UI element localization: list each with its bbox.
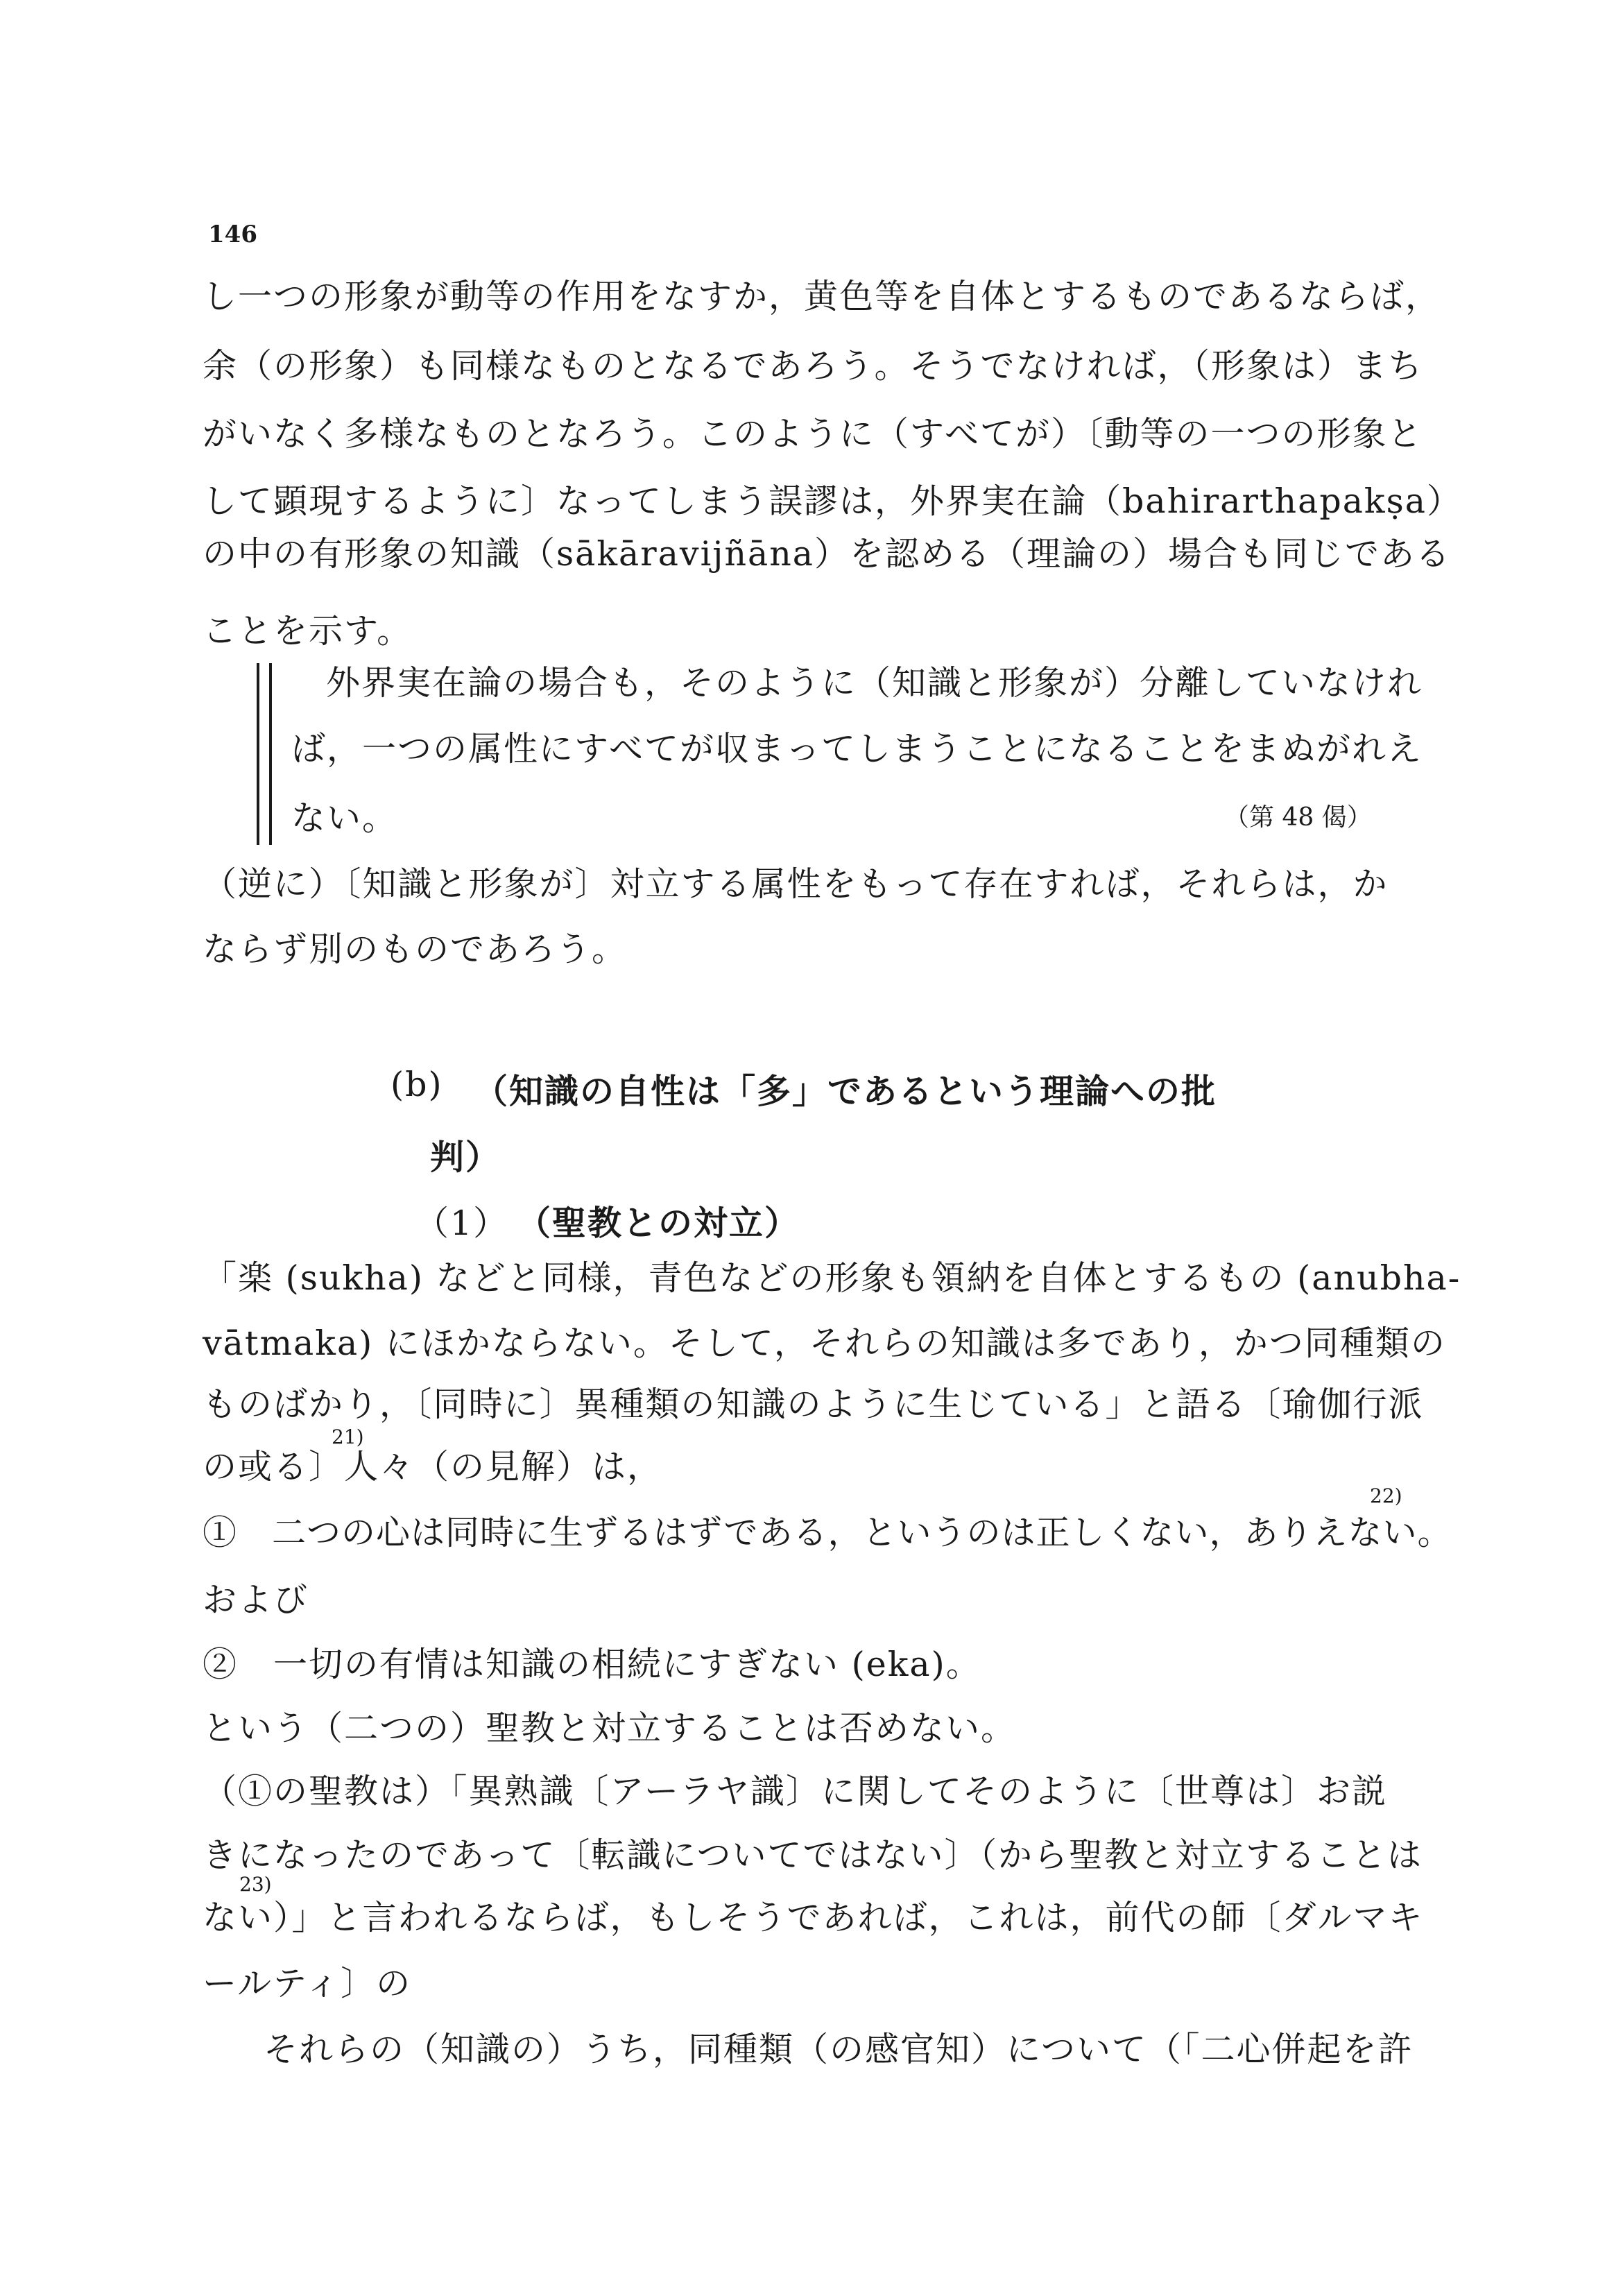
footnote-ref-21: 21) (332, 1425, 364, 1448)
heading-b-title-cont: 判） (430, 1138, 501, 1177)
footnote-ref-22: 22) (1370, 1484, 1402, 1507)
body-line: きになったのであって〔転識についてではない〕（から聖教と対立することは (203, 1835, 1423, 1875)
body-line: ② 一切の有情は知識の相続にすぎない (eka)。 (203, 1645, 981, 1684)
body-line: ない）」と言われるならば，もしそうであれば，これは，前代の師〔ダルマキ (203, 1898, 1424, 1937)
body-line: という（二つの）聖教と対立することは否めない。 (203, 1708, 1017, 1748)
body-line: がいなく多様なものとなろう。このように（すべてが）〔動等の一つの形象と (203, 414, 1423, 454)
heading-b-label: (b) (390, 1065, 443, 1104)
quote-line: 外界実在論の場合も，そのように（知識と形象が）分離していなけれ (326, 663, 1423, 703)
quote-line: ば，一つの属性にすべてが収まってしまうことになることをまぬがれえ (291, 729, 1423, 769)
body-line: および (203, 1580, 309, 1620)
quote-bar (257, 663, 272, 845)
body-line: 余（の形象）も同様なものとなるであろう。そうでなければ，（形象は）まち (203, 346, 1424, 386)
verse-reference: （第 48 偈） (1224, 803, 1372, 832)
footnote-ref-23: 23) (239, 1873, 272, 1896)
body-line: ものばかり，〔同時に〕異種類の知識のように生じている」と語る〔瑜伽行派 (203, 1385, 1424, 1424)
page-number: 146 (208, 221, 257, 248)
body-line: それらの（知識の）うち，同種類（の感官知）について（「二心併起を許 (264, 2030, 1414, 2069)
body-line: vātmaka) にほかならない。そして，それらの知識は多であり，かつ同種類の (203, 1323, 1446, 1363)
heading-1-label: （1） (415, 1203, 509, 1243)
body-line: （①の聖教は）「異熟識〔アーラヤ識〕に関してそのように〔世尊は〕お説 (203, 1772, 1388, 1811)
quote-line: ない。 (291, 798, 398, 838)
body-line: の或る〕人々（の見解）は， (203, 1447, 663, 1487)
body-line: の中の有形象の知識（sākāravijñāna）を認める（理論の）場合も同じである (203, 534, 1451, 574)
body-line: ① 二つの心は同時に生ずるはずである，というのは正しくない，ありえない。 (203, 1513, 1452, 1552)
body-line: 「楽 (sukha) などと同様，青色などの形象も領納を自体とするもの (anubha- (203, 1258, 1461, 1298)
body-line: ールティ〕の (203, 1964, 412, 2003)
heading-b-title: （知識の自性は「多」であるという理論への批 (474, 1072, 1217, 1111)
body-line: ことを示す。 (203, 611, 413, 651)
body-line: （逆に）〔知識と形象が〕対立する属性をもって存在すれば，それらは，か (203, 864, 1389, 904)
body-line: し一つの形象が動等の作用をなすか，黄色等を自体とするものであるならば， (203, 277, 1441, 316)
heading-1-title: （聖教との対立） (517, 1203, 800, 1243)
body-line: ならず別のものであろう。 (203, 929, 628, 969)
body-line: して顕現するように〕なってしまう誤謬は，外界実在論（bahirarthapakṣa） (203, 481, 1462, 521)
